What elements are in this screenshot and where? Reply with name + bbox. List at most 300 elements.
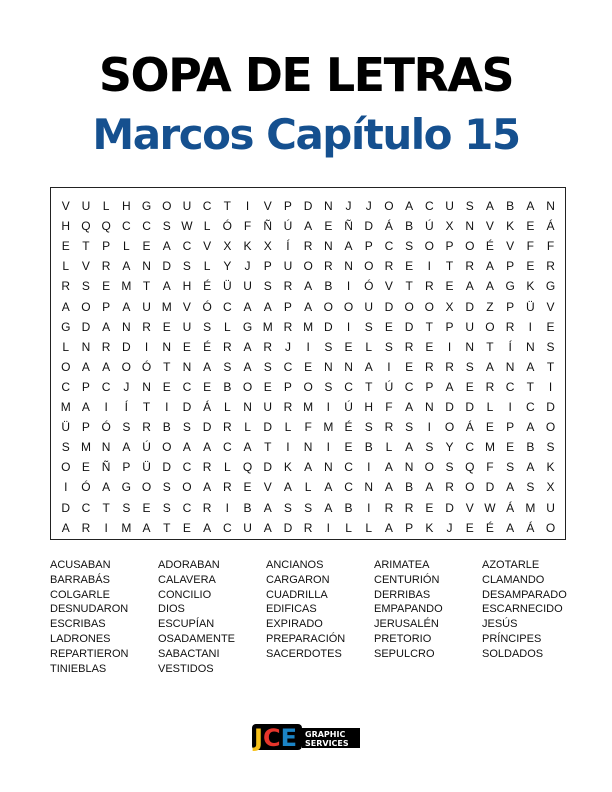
grid-letter: R: [223, 339, 233, 354]
grid-letter: T: [365, 379, 373, 394]
word-item: DERRIBAS: [374, 588, 431, 601]
grid-letter: P: [81, 420, 91, 435]
grid-letter: A: [384, 480, 394, 495]
grid-row: [51, 357, 565, 377]
grid-letter: Á: [506, 500, 515, 515]
grid-letter: U: [263, 400, 273, 414]
grid-letter: A: [506, 480, 515, 495]
grid-letter: N: [465, 219, 475, 234]
grid-letter: E: [465, 520, 475, 535]
grid-letter: N: [303, 440, 313, 455]
grid-letter: S: [546, 440, 556, 455]
grid-letter: G: [61, 319, 71, 334]
grid-letter: L: [345, 520, 353, 535]
grid-letter: M: [262, 319, 274, 334]
grid-letter: Ó: [202, 299, 213, 314]
grid-letter: T: [425, 319, 434, 334]
grid-row: [51, 337, 565, 357]
grid-letter: S: [506, 460, 515, 475]
grid-letter: A: [526, 460, 535, 475]
grid-row: [51, 297, 565, 317]
grid-letter: L: [224, 400, 232, 414]
grid-letter: D: [202, 420, 212, 435]
word-item: CARGARON: [266, 573, 330, 586]
grid-letter: S: [526, 480, 535, 495]
word-column: [482, 558, 594, 662]
grid-letter: R: [425, 279, 435, 294]
grid-letter: K: [425, 520, 434, 535]
grid-letter: M: [303, 319, 314, 334]
grid-letter: Á: [526, 520, 535, 535]
grid-letter: L: [203, 219, 211, 234]
grid-letter: N: [344, 359, 354, 374]
grid-letter: M: [525, 500, 536, 515]
grid-letter: O: [81, 299, 92, 314]
grid-letter: S: [405, 239, 414, 254]
grid-letter: V: [61, 199, 71, 213]
grid-letter: N: [122, 319, 132, 334]
grid-letter: A: [425, 480, 434, 495]
word-item: SACERDOTES: [266, 647, 342, 660]
grid-letter: I: [326, 400, 331, 414]
grid-letter: T: [264, 440, 272, 455]
grid-letter: O: [162, 199, 172, 213]
grid-letter: P: [405, 520, 414, 535]
grid-letter: O: [343, 299, 354, 314]
grid-letter: A: [324, 500, 333, 515]
grid-letter: E: [405, 259, 414, 274]
grid-letter: E: [162, 379, 172, 394]
grid-letter: A: [263, 520, 273, 535]
grid-letter: U: [546, 500, 556, 515]
grid-letter: Ú: [344, 400, 354, 414]
grid-letter: E: [526, 219, 535, 234]
grid-letter: A: [405, 199, 414, 213]
grid-letter: D: [122, 339, 132, 354]
word-item: LADRONES: [50, 632, 111, 645]
grid-letter: S: [203, 319, 212, 334]
word-column: [266, 558, 378, 662]
grid-letter: A: [81, 359, 91, 374]
grid-letter: S: [162, 219, 172, 234]
word-item: EMPAPANDO: [374, 603, 443, 616]
word-item: CALAVERA: [158, 573, 216, 586]
letter-grid: [50, 187, 566, 540]
grid-letter: V: [546, 299, 556, 314]
grid-letter: C: [505, 379, 515, 394]
grid-letter: A: [526, 199, 535, 213]
grid-letter: L: [486, 400, 494, 414]
grid-letter: E: [81, 460, 91, 475]
grid-letter: F: [243, 219, 252, 234]
grid-letter: A: [203, 480, 212, 495]
grid-letter: É: [203, 339, 212, 354]
grid-letter: V: [263, 199, 273, 213]
grid-letter: N: [324, 239, 334, 254]
grid-letter: Í: [286, 239, 291, 254]
grid-letter: V: [263, 480, 273, 495]
grid-letter: R: [485, 379, 495, 394]
grid-letter: N: [505, 359, 515, 374]
grid-letter: A: [526, 359, 535, 374]
grid-letter: O: [61, 359, 71, 374]
word-item: CENTURIÓN: [374, 573, 440, 586]
grid-letter: C: [223, 440, 233, 455]
grid-letter: I: [326, 520, 331, 535]
grid-letter: C: [223, 299, 233, 314]
grid-letter: L: [224, 319, 232, 334]
grid-row: [51, 256, 565, 276]
word-item: AZOTARLE: [482, 559, 540, 571]
logo-line-1: GRAPHIC: [305, 730, 346, 739]
grid-letter: A: [243, 339, 253, 354]
grid-letter: C: [526, 400, 536, 414]
grid-letter: A: [304, 460, 313, 475]
grid-letter: Ú: [283, 219, 293, 234]
grid-letter: I: [64, 480, 68, 495]
grid-letter: S: [546, 339, 556, 354]
grid-letter: B: [526, 440, 535, 455]
grid-letter: A: [283, 480, 293, 495]
grid-letter: O: [545, 420, 556, 435]
grid-letter: B: [243, 500, 253, 515]
grid-letter: A: [405, 440, 414, 455]
grid-letter: N: [546, 199, 556, 213]
grid-letter: J: [365, 199, 373, 213]
grid-letter: L: [365, 339, 373, 354]
grid-letter: E: [425, 339, 434, 354]
grid-letter: D: [546, 400, 556, 414]
page-subtitle: Marcos Capítulo 15: [92, 110, 520, 159]
grid-letter: D: [81, 319, 91, 334]
word-item: OSADAMENTE: [158, 632, 236, 645]
grid-letter: L: [244, 420, 252, 435]
grid-letter: A: [485, 359, 495, 374]
grid-letter: P: [364, 239, 374, 254]
grid-letter: R: [223, 480, 233, 495]
grid-letter: R: [223, 420, 233, 435]
grid-letter: U: [243, 279, 253, 294]
grid-letter: E: [182, 339, 192, 354]
grid-letter: B: [405, 480, 414, 495]
grid-letter: E: [162, 319, 172, 334]
grid-letter: O: [303, 379, 314, 394]
grid-letter: S: [162, 480, 172, 495]
grid-letter: Ú: [142, 440, 152, 455]
grid-letter: C: [182, 500, 192, 515]
grid-letter: A: [203, 359, 212, 374]
grid-letter: D: [162, 460, 172, 475]
grid-letter: C: [425, 199, 435, 213]
grid-letter: T: [142, 279, 151, 294]
grid-letter: A: [122, 259, 131, 274]
grid-letter: E: [405, 359, 414, 374]
grid-letter: R: [142, 319, 152, 334]
grid-letter: R: [384, 259, 394, 274]
grid-letter: O: [424, 299, 435, 314]
grid-letter: N: [182, 359, 192, 374]
grid-letter: E: [203, 379, 212, 394]
grid-letter: C: [344, 379, 354, 394]
grid-letter: S: [364, 420, 374, 435]
grid-letter: H: [182, 279, 192, 294]
grid-letter: M: [161, 299, 173, 314]
grid-letter: C: [344, 480, 354, 495]
grid-letter: J: [244, 259, 252, 274]
grid-letter: Á: [546, 219, 556, 234]
grid-letter: W: [181, 219, 194, 234]
grid-row: [51, 196, 565, 216]
grid-letter: F: [546, 239, 555, 254]
grid-letter: L: [62, 259, 70, 274]
word-item: CONCILIO: [158, 588, 212, 601]
grid-letter: N: [101, 440, 111, 455]
grid-letter: I: [104, 520, 109, 535]
word-item: SOLDADOS: [482, 647, 544, 660]
grid-letter: L: [102, 199, 110, 213]
grid-letter: Ó: [81, 480, 92, 495]
grid-letter: S: [182, 259, 192, 274]
grid-letter: A: [203, 520, 212, 535]
grid-letter: E: [506, 440, 515, 455]
word-item: ADORABAN: [158, 559, 220, 571]
grid-letter: Ñ: [263, 219, 273, 234]
grid-letter: O: [424, 239, 435, 254]
grid-letter: C: [344, 460, 354, 475]
grid-letter: K: [283, 460, 293, 475]
grid-letter: D: [263, 420, 273, 435]
grid-letter: L: [304, 480, 312, 495]
grid-letter: S: [425, 440, 434, 455]
grid-letter: F: [526, 239, 535, 254]
grid-letter: U: [243, 520, 253, 535]
grid-letter: P: [263, 259, 273, 274]
grid-letter: S: [324, 339, 333, 354]
grid-letter: R: [465, 259, 475, 274]
grid-letter: Ó: [222, 219, 233, 234]
grid-letter: A: [405, 400, 414, 414]
grid-letter: Á: [465, 420, 475, 435]
grid-letter: U: [182, 319, 192, 334]
grid-letter: D: [465, 400, 475, 414]
grid-letter: A: [102, 480, 111, 495]
grid-letter: É: [485, 520, 495, 535]
grid-letter: A: [506, 520, 515, 535]
grid-letter: E: [445, 279, 455, 294]
grid-letter: Ó: [364, 279, 374, 294]
grid-letter: U: [364, 299, 374, 314]
grid-letter: Ñ: [101, 460, 111, 475]
grid-letter: M: [80, 440, 92, 455]
word-item: EDIFICAS: [266, 603, 317, 616]
grid-letter: K: [243, 239, 253, 254]
grid-letter: R: [546, 259, 556, 274]
grid-letter: I: [367, 500, 371, 515]
grid-letter: C: [182, 460, 192, 475]
grid-letter: U: [283, 259, 293, 274]
grid-letter: U: [465, 319, 475, 334]
grid-letter: S: [283, 500, 293, 515]
grid-letter: C: [81, 500, 91, 515]
grid-letter: D: [303, 199, 313, 213]
word-item: ESCUPÍAN: [158, 618, 215, 631]
grid-letter: T: [546, 359, 555, 374]
word-item: PRETORIO: [374, 632, 432, 645]
grid-letter: Q: [101, 219, 112, 234]
grid-letter: Q: [81, 219, 92, 234]
grid-letter: B: [324, 279, 333, 294]
grid-letter: C: [465, 440, 475, 455]
grid-letter: B: [344, 500, 354, 515]
word-item: TINIEBLAS: [50, 662, 107, 675]
grid-letter: D: [465, 299, 475, 314]
word-item: REPARTIERON: [50, 647, 129, 660]
grid-letter: H: [364, 400, 374, 414]
grid-letter: S: [384, 339, 394, 354]
grid-letter: I: [508, 400, 513, 414]
grid-letter: V: [81, 259, 91, 274]
grid-letter: V: [384, 279, 394, 294]
grid-letter: A: [485, 199, 495, 213]
grid-letter: R: [283, 279, 293, 294]
grid-letter: T: [82, 239, 91, 254]
word-item: DESAMPARADO: [482, 588, 567, 601]
grid-letter: O: [545, 520, 556, 535]
grid-letter: A: [465, 279, 475, 294]
grid-row: [51, 216, 565, 236]
grid-row: [51, 276, 565, 296]
grid-letter: T: [163, 359, 171, 374]
grid-letter: P: [425, 379, 434, 394]
grid-letter: R: [283, 319, 293, 334]
word-item: JERUSALÉN: [374, 618, 439, 631]
grid-letter: P: [506, 299, 515, 314]
grid-letter: N: [364, 480, 374, 495]
grid-letter: U: [182, 199, 192, 213]
grid-letter: R: [505, 319, 515, 334]
grid-letter: Ü: [526, 299, 536, 314]
word-item: SEPULCRO: [374, 647, 435, 660]
grid-letter: R: [404, 339, 414, 354]
grid-letter: S: [445, 460, 455, 475]
grid-letter: D: [404, 319, 414, 334]
grid-letter: D: [283, 520, 293, 535]
grid-letter: L: [123, 239, 131, 254]
grid-letter: E: [243, 480, 253, 495]
grid-letter: O: [121, 359, 132, 374]
logo-mark: JCE: [254, 724, 297, 752]
grid-row: [51, 518, 565, 538]
word-item: BARRABÁS: [50, 573, 110, 586]
word-item: EXPIRADO: [266, 618, 323, 631]
grid-letter: Ü: [61, 420, 71, 435]
grid-letter: C: [122, 219, 132, 234]
grid-letter: I: [104, 400, 109, 414]
grid-letter: D: [263, 460, 273, 475]
grid-letter: A: [203, 440, 212, 455]
grid-letter: S: [465, 359, 475, 374]
grid-letter: B: [405, 219, 414, 234]
grid-letter: T: [445, 259, 454, 274]
grid-row: [51, 417, 565, 437]
page-title: SOPA DE LETRAS: [98, 48, 514, 102]
grid-letter: I: [326, 440, 331, 455]
grid-letter: A: [304, 279, 313, 294]
grid-letter: A: [162, 239, 172, 254]
grid-letter: D: [61, 500, 71, 515]
grid-letter: Ó: [141, 359, 152, 374]
grid-letter: H: [61, 219, 71, 234]
grid-letter: A: [526, 420, 535, 435]
grid-letter: E: [324, 219, 333, 234]
grid-letter: I: [165, 400, 169, 414]
grid-letter: Ú: [425, 219, 435, 234]
word-column: [374, 558, 486, 662]
grid-letter: H: [122, 199, 132, 213]
grid-letter: D: [162, 259, 172, 274]
grid-letter: Ó: [101, 420, 112, 435]
grid-letter: L: [385, 440, 393, 455]
grid-row: [51, 236, 565, 256]
grid-letter: I: [144, 339, 149, 354]
word-item: ESCRIBAS: [50, 618, 106, 631]
grid-letter: I: [427, 420, 432, 435]
grid-letter: I: [548, 379, 553, 394]
grid-letter: P: [445, 319, 455, 334]
grid-letter: E: [526, 259, 535, 274]
word-item: CLAMANDO: [482, 573, 545, 586]
grid-row: [51, 477, 565, 497]
grid-row: [51, 437, 565, 457]
grid-letter: G: [121, 480, 132, 495]
grid-letter: A: [102, 319, 111, 334]
grid-letter: T: [223, 199, 232, 213]
grid-letter: I: [447, 339, 452, 354]
grid-letter: D: [364, 219, 374, 234]
grid-letter: O: [162, 440, 172, 455]
grid-letter: O: [141, 480, 152, 495]
grid-letter: A: [162, 279, 172, 294]
grid-letter: P: [283, 199, 293, 213]
word-item: JESÚS: [482, 618, 518, 631]
grid-letter: N: [243, 400, 253, 414]
grid-letter: P: [445, 239, 455, 254]
grid-letter: L: [203, 259, 211, 274]
grid-letter: T: [526, 379, 535, 394]
grid-letter: C: [182, 239, 192, 254]
grid-letter: C: [142, 219, 152, 234]
grid-letter: S: [122, 420, 131, 435]
grid-letter: O: [485, 319, 496, 334]
grid-letter: S: [182, 420, 192, 435]
grid-letter: A: [61, 299, 71, 314]
grid-letter: N: [142, 379, 152, 394]
grid-letter: L: [284, 420, 292, 435]
grid-row: [51, 498, 565, 518]
grid-letter: L: [62, 339, 70, 354]
grid-letter: A: [304, 299, 313, 314]
grid-letter: R: [425, 359, 435, 374]
grid-letter: N: [324, 460, 334, 475]
grid-letter: I: [346, 319, 351, 334]
grid-letter: Í: [508, 339, 513, 354]
grid-letter: R: [101, 339, 111, 354]
grid-letter: I: [245, 199, 250, 213]
grid-letter: N: [81, 339, 91, 354]
grid-letter: G: [545, 279, 556, 294]
grid-letter: E: [344, 339, 354, 354]
grid-letter: A: [485, 259, 495, 274]
